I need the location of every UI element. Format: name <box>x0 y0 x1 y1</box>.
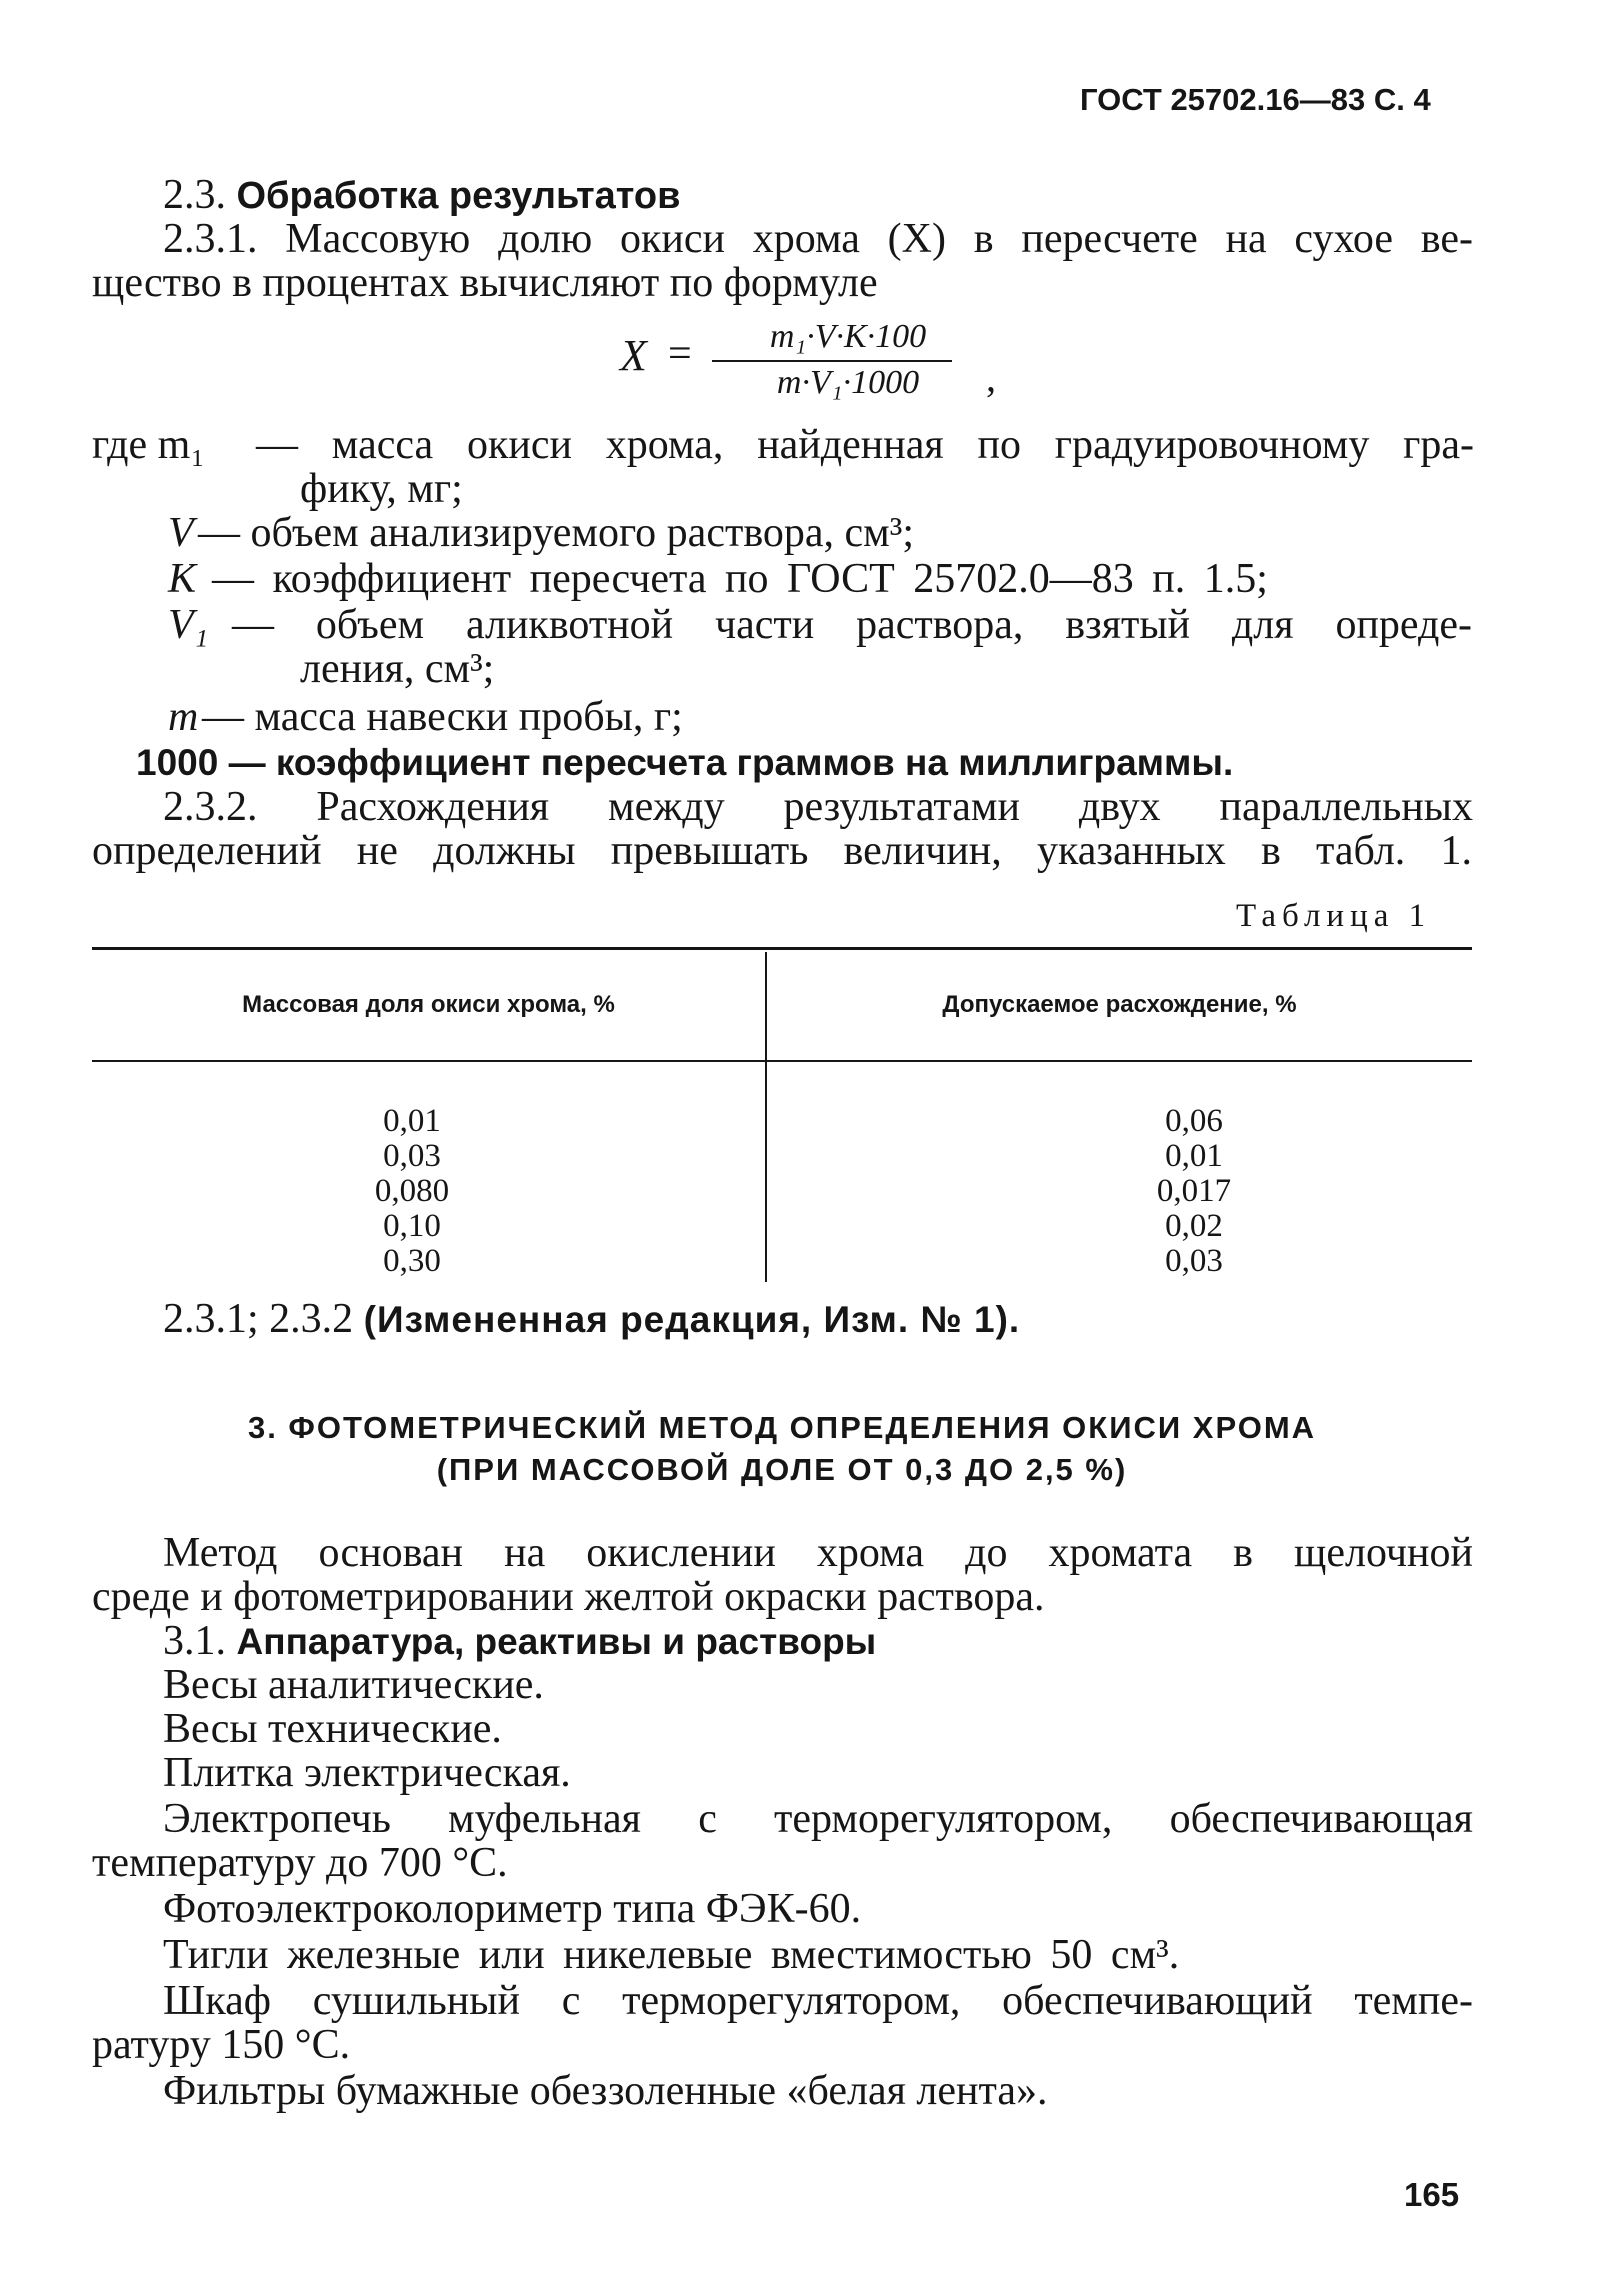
formula-fraction-bar <box>712 360 952 362</box>
where-definition: — коэффициент пересчета по ГОСТ 25702.0—83 п. 1.5; <box>212 556 1268 602</box>
table-cell: 0,03 <box>1165 1243 1223 1279</box>
where-definition: — объем анализируемого раствора, см³; <box>198 510 914 556</box>
paragraph-2-3-2-line1: 2.3.2. Расхождения между результатами двух параллельных <box>163 784 1473 830</box>
equipment-item: Плитка электрическая. <box>163 1750 571 1796</box>
equipment-item: Весы технические. <box>163 1706 502 1752</box>
where-symbol: m <box>168 694 199 740</box>
table-cell: 0,02 <box>1165 1208 1223 1244</box>
formula-denominator: m·V₁·1000 <box>776 364 920 401</box>
subsection-title: Аппаратура, реактивы и растворы <box>236 1621 877 1662</box>
table-cell: 0,01 <box>1165 1138 1223 1174</box>
where-symbol: где m₁ <box>92 422 205 468</box>
equipment-item: Электропечь муфельная с терморегулятором, обеспечивающая <box>163 1796 1473 1842</box>
section-3-intro-line2: среде и фотометрировании желтой окраски раствора. <box>92 1574 1045 1620</box>
table-cell: 0,017 <box>1156 1173 1232 1209</box>
table-caption: Таблица 1 <box>1236 898 1432 934</box>
equipment-item: Шкаф сушильный с терморегулятором, обеспечивающий темпе- <box>163 1978 1473 2024</box>
formula-lhs: X <box>620 331 647 380</box>
where-definition-cont: ления, см³; <box>300 646 495 692</box>
section-heading-2-3 <box>163 172 680 219</box>
formula-numerator: m₁·V·K·100 <box>769 318 927 355</box>
table-cell: 0,03 <box>383 1138 441 1174</box>
where-1000: 1000 — коэффициент пересчета граммов на миллиграммы. <box>136 742 1234 783</box>
table-cell: 0,01 <box>383 1103 441 1139</box>
paragraph-2-3-1-line2: щество в процентах вычисляют по формуле <box>92 260 878 306</box>
page-number: 165 <box>1404 2176 1460 2213</box>
where-definition-cont: фику, мг; <box>300 466 463 512</box>
where-definition: — масса навески пробы, г; <box>202 694 683 740</box>
subsection-number: 3.1. <box>163 1618 226 1664</box>
where-definition: — масса окиси хрома, найденная по градуировочному гра- <box>256 422 1474 468</box>
formula-trailing-comma: , <box>986 355 996 400</box>
where-definition: — объем аликвотной части раствора, взятый для опреде- <box>232 602 1472 648</box>
amendment-text: (Измененная редакция, Изм. № 1). <box>363 1299 1021 1340</box>
table-cell: 0,10 <box>383 1208 441 1244</box>
amendment-note <box>163 1296 1020 1343</box>
section-number: 2.3. <box>163 172 226 218</box>
equipment-item: Фотоэлектроколориметр типа ФЭК-60. <box>163 1886 862 1932</box>
paragraph-2-3-1-line1: 2.3.1. Массовую долю окиси хрома (X) в пересчете на сухое ве- <box>163 216 1473 262</box>
table-header-rule <box>92 1060 1472 1062</box>
amendment-refs: 2.3.1; 2.3.2 <box>163 1296 354 1342</box>
equipment-item: Фильтры бумажные обеззоленные «белая лента». <box>163 2068 1048 2114</box>
paragraph-2-3-2-line2: определений не должны превышать величин, указанных в табл. 1. <box>92 828 1472 874</box>
equipment-item: Тигли железные или никелевые вместимостью 50 см³. <box>163 1932 1180 1978</box>
section-3-title-line2: (ПРИ МАССОВОЙ ДОЛЕ ОТ 0,3 ДО 2,5 %) <box>436 1452 1128 1487</box>
table-column-header: Допускаемое расхождение, % <box>942 991 1297 1018</box>
section-3-title-line1: 3. ФОТОМЕТРИЧЕСКИЙ МЕТОД ОПРЕДЕЛЕНИЯ ОКИСИ ХРОМА <box>247 1410 1317 1445</box>
table-cell: 0,06 <box>1165 1103 1223 1139</box>
where-symbol: V₁ <box>168 602 209 648</box>
table-top-rule <box>92 947 1472 950</box>
formula-equals: = <box>668 331 692 377</box>
where-symbol: V <box>168 510 194 556</box>
equipment-item-cont: температуру до 700 °С. <box>92 1840 508 1886</box>
table-cell: 0,080 <box>374 1173 450 1209</box>
running-title: ГОСТ 25702.16—83 С. 4 <box>1080 82 1431 117</box>
table-column-header: Массовая доля окиси хрома, % <box>242 991 615 1018</box>
equipment-item-cont: ратуру 150 °С. <box>92 2022 351 2068</box>
section-title: Обработка результатов <box>236 175 681 217</box>
subsection-heading-3-1 <box>163 1618 876 1665</box>
section-3-intro-line1: Метод основан на окислении хрома до хромата в щелочной <box>163 1530 1473 1576</box>
table-cell: 0,30 <box>383 1243 441 1279</box>
where-symbol: K <box>168 556 197 602</box>
equipment-item: Весы аналитические. <box>163 1662 544 1708</box>
